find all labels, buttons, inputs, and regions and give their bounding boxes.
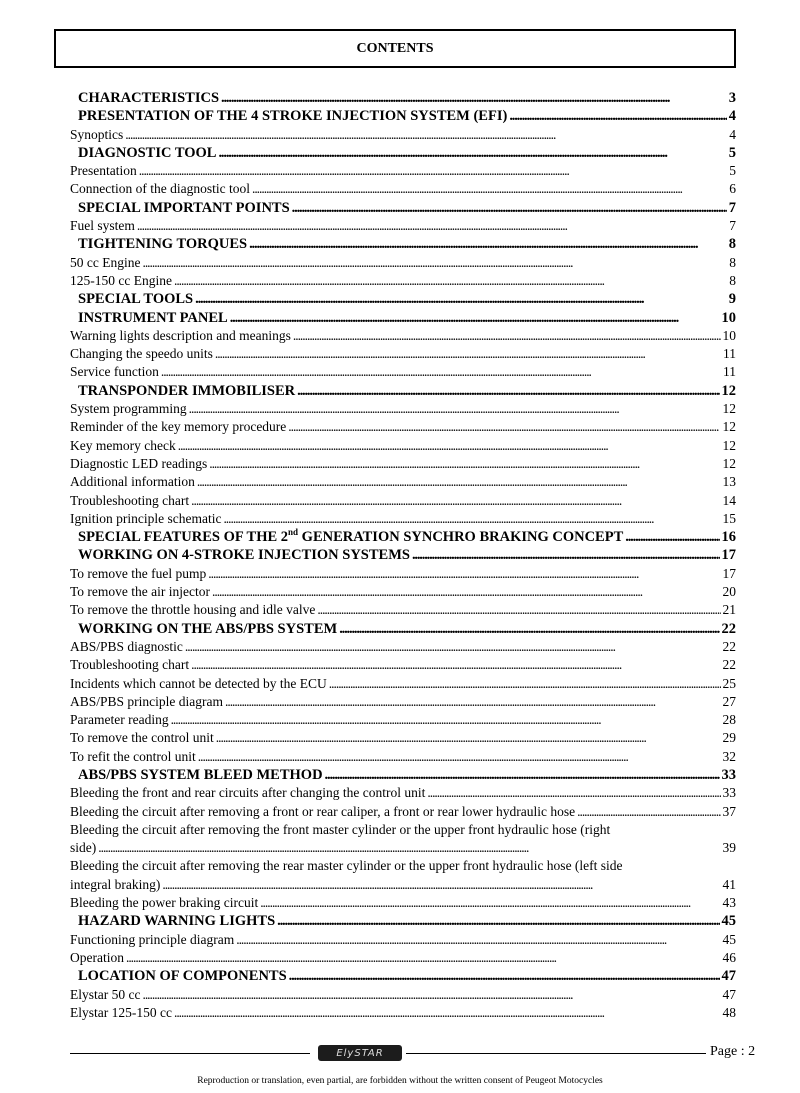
toc-page-number: 17 <box>722 565 736 581</box>
leader-dots <box>412 546 720 564</box>
leader-dots <box>139 162 728 180</box>
toc-item[interactable] <box>70 565 736 583</box>
leader-dots <box>427 784 720 802</box>
page-footer <box>70 1044 766 1064</box>
leader-dots <box>126 949 721 967</box>
toc-item[interactable] <box>70 418 736 436</box>
toc-item[interactable] <box>70 1004 736 1022</box>
toc-item-label: Key memory check <box>70 437 176 453</box>
toc-section[interactable] <box>70 235 736 253</box>
toc-item-label: Warning lights description and meanings <box>70 327 291 343</box>
toc-item-label: To refit the control unit <box>70 748 196 764</box>
leader-dots <box>98 839 720 857</box>
toc-item-label: Functioning principle diagram <box>70 931 235 947</box>
toc-item-label: Changing the speedo units <box>70 346 213 362</box>
leader-dots <box>142 986 720 1004</box>
toc-item[interactable] <box>70 638 736 656</box>
toc-page-number: 29 <box>722 730 736 746</box>
toc-section-label: SPECIAL IMPORTANT POINTS <box>78 199 290 216</box>
toc-section-label: HAZARD WARNING LIGHTS <box>78 913 276 930</box>
toc-item-label: System programming <box>70 401 187 417</box>
toc-item-label: To remove the control unit <box>70 730 214 746</box>
toc-section[interactable] <box>70 144 736 162</box>
toc-item[interactable] <box>70 363 736 381</box>
toc-item[interactable] <box>70 784 736 802</box>
toc-section[interactable] <box>70 89 736 107</box>
toc-page-number: 8 <box>729 272 736 288</box>
toc-section[interactable] <box>70 620 736 638</box>
leader-dots <box>236 931 720 949</box>
toc-page-number: 27 <box>722 693 736 709</box>
toc-page-number: 48 <box>722 1004 736 1020</box>
contents-title: CONTENTS <box>54 29 736 68</box>
toc-item-label: 125-150 cc Engine <box>70 272 172 288</box>
toc-item-label: Fuel system <box>70 218 135 234</box>
toc-item[interactable] <box>70 254 736 272</box>
toc-item-label: Reminder of the key memory procedure <box>70 419 287 435</box>
leader-dots <box>208 565 720 583</box>
leader-dots <box>191 492 720 510</box>
toc-item-label: To remove the air injector <box>70 584 210 600</box>
leader-dots <box>288 418 720 436</box>
leader-dots <box>161 363 721 381</box>
toc-page-number: 14 <box>722 492 736 508</box>
toc-page-number: 32 <box>722 748 736 764</box>
elystar-logo: ElySTAR <box>318 1045 402 1061</box>
toc-section-label: LOCATION OF COMPONENTS <box>78 968 287 985</box>
toc-page-number: 33 <box>722 785 736 801</box>
toc-page-number: 10 <box>721 309 736 326</box>
toc-page-number: 12 <box>722 437 736 453</box>
toc-item[interactable] <box>70 437 736 455</box>
toc-item-label: Operation <box>70 949 124 965</box>
toc-page-number: 10 <box>722 327 736 343</box>
toc-page-number: 43 <box>722 895 736 911</box>
toc-item[interactable] <box>70 986 736 1004</box>
toc-item-label: Ignition principle schematic <box>70 510 222 526</box>
toc-item-label: Connection of the diagnostic tool <box>70 181 250 197</box>
toc-item[interactable] <box>70 455 736 473</box>
table-of-contents <box>70 89 736 1022</box>
toc-item[interactable] <box>70 931 736 949</box>
toc-page-number: 41 <box>722 876 736 892</box>
toc-page-number: 3 <box>728 90 736 106</box>
leader-dots <box>252 180 727 198</box>
toc-page-number: 47 <box>722 986 736 1002</box>
toc-page-number: 6 <box>729 181 736 197</box>
copyright-notice: Reproduction or translation, even partial, are forbidden without the written consent of Peugeot Motocycles <box>197 1076 603 1086</box>
toc-item[interactable] <box>70 803 736 821</box>
leader-dots <box>329 675 721 693</box>
leader-dots <box>249 235 727 253</box>
toc-item-label: Additional information <box>70 474 195 490</box>
toc-page-number: 22 <box>722 657 736 673</box>
leader-dots <box>125 126 727 144</box>
toc-page-number: 8 <box>729 254 736 270</box>
toc-page-number: 28 <box>722 712 736 728</box>
toc-item[interactable] <box>70 601 736 619</box>
leader-dots <box>195 290 727 308</box>
toc-item-label: Bleeding the front and rear circuits after changing the control unit <box>70 785 426 801</box>
leader-dots <box>216 729 721 747</box>
toc-page-number: 33 <box>721 766 736 783</box>
toc-item[interactable] <box>70 345 736 363</box>
toc-item-label: Incidents which cannot be detected by the ECU <box>70 675 327 691</box>
toc-page-number: 13 <box>722 474 736 490</box>
toc-item-label: integral braking) <box>70 876 161 892</box>
toc-item[interactable] <box>70 162 736 180</box>
toc-page-number: 4 <box>728 108 736 125</box>
toc-item-label: Elystar 125-150 cc <box>70 1004 172 1020</box>
toc-item-label: Service function <box>70 364 159 380</box>
toc-section[interactable] <box>70 912 736 930</box>
toc-item[interactable] <box>70 510 736 528</box>
toc-section-label: TRANSPONDER IMMOBILISER <box>78 382 296 399</box>
toc-item[interactable] <box>70 729 736 747</box>
leader-dots <box>277 912 719 930</box>
page-number: Page : 2 <box>710 1044 756 1059</box>
toc-section-label: ABS/PBS SYSTEM BLEED METHOD <box>78 766 323 783</box>
toc-item[interactable] <box>70 400 736 418</box>
leader-dots <box>292 199 727 217</box>
leader-dots <box>185 638 721 656</box>
toc-page-number: 15 <box>722 510 736 526</box>
toc-page-number: 21 <box>722 602 736 618</box>
toc-section[interactable] <box>70 382 736 400</box>
toc-item[interactable] <box>70 675 736 693</box>
leader-dots <box>325 766 720 784</box>
leader-dots <box>223 510 720 528</box>
toc-item-label: Parameter reading <box>70 712 169 728</box>
leader-dots <box>218 144 726 162</box>
toc-page-number: 4 <box>729 126 736 142</box>
leader-dots <box>174 1004 721 1022</box>
toc-page-number: 46 <box>722 949 736 965</box>
toc-section[interactable] <box>70 107 736 125</box>
leader-dots <box>509 107 726 125</box>
toc-page-number: 37 <box>722 803 736 819</box>
toc-item-label: To remove the throttle housing and idle valve <box>70 602 316 618</box>
toc-page-number: 12 <box>722 455 736 471</box>
toc-item-label: Troubleshooting chart <box>70 657 190 673</box>
toc-item-label: Bleeding the circuit after removing a front or rear caliper, a front or rear lower hydraulic hose <box>70 803 576 819</box>
leader-dots <box>293 327 721 345</box>
toc-item-label: Presentation <box>70 163 137 179</box>
toc-item[interactable] <box>70 492 736 510</box>
toc-page-number: 16 <box>721 529 736 546</box>
leader-dots <box>198 748 721 766</box>
leader-dots <box>230 309 720 327</box>
leader-dots <box>339 620 719 638</box>
toc-section[interactable] <box>70 290 736 308</box>
leader-dots <box>162 876 720 894</box>
leader-dots <box>577 803 720 821</box>
leader-dots <box>171 711 721 729</box>
toc-page-number: 12 <box>722 419 736 435</box>
toc-page-number: 25 <box>722 675 736 691</box>
leader-dots <box>289 967 720 985</box>
footer-rule-left <box>70 1053 310 1054</box>
toc-section-label: DIAGNOSTIC TOOL <box>78 144 217 161</box>
toc-page-number: 45 <box>722 931 736 947</box>
toc-section[interactable] <box>70 766 736 784</box>
leader-dots <box>142 254 727 272</box>
leader-dots <box>317 601 720 619</box>
toc-page-number: 39 <box>722 840 736 856</box>
toc-item-label: Synoptics <box>70 126 124 142</box>
toc-page-number: 7 <box>728 199 736 216</box>
leader-dots <box>191 656 720 674</box>
toc-item[interactable] <box>70 876 736 894</box>
leader-dots <box>137 217 727 235</box>
toc-page-number: 8 <box>728 236 736 253</box>
toc-item[interactable] <box>70 693 736 711</box>
toc-item[interactable] <box>70 473 736 491</box>
leader-dots <box>209 455 720 473</box>
leader-dots <box>174 272 727 290</box>
leader-dots <box>189 400 721 418</box>
toc-item-label: Bleeding the power braking circuit <box>70 895 259 911</box>
toc-section[interactable] <box>70 309 736 327</box>
toc-item-label: Troubleshooting chart <box>70 492 190 508</box>
toc-item-label: Elystar 50 cc <box>70 986 141 1002</box>
leader-dots <box>197 473 721 491</box>
toc-page-number: 22 <box>722 638 736 654</box>
toc-section-label: PRESENTATION OF THE 4 STROKE INJECTION SYSTEM (EFI) <box>78 108 508 125</box>
leader-dots <box>625 528 719 546</box>
toc-item-label: 50 cc Engine <box>70 254 141 270</box>
toc-item-label: ABS/PBS principle diagram <box>70 693 223 709</box>
leader-dots <box>260 894 720 912</box>
toc-item-line[interactable]: Bleeding the circuit after removing the front master cylinder or the upper front hydraulic hose (right <box>70 821 611 837</box>
toc-section-label: CHARACTERISTICS <box>78 90 220 106</box>
toc-item-line[interactable]: Bleeding the circuit after removing the rear master cylinder or the upper front hydraulic hose (left side <box>70 858 623 874</box>
toc-item[interactable] <box>70 656 736 674</box>
toc-page-number: 11 <box>723 364 736 380</box>
toc-page-number: 7 <box>729 218 736 234</box>
toc-item-label: side) <box>70 840 97 856</box>
toc-section[interactable] <box>70 199 736 217</box>
toc-page-number: 47 <box>721 968 736 985</box>
toc-section-label: SPECIAL FEATURES OF THE 2nd GENERATION SYNCHRO BRAKING CONCEPT <box>78 527 624 546</box>
toc-page-number: 5 <box>729 163 736 179</box>
toc-page-number: 5 <box>728 144 736 161</box>
toc-item[interactable] <box>70 748 736 766</box>
leader-dots <box>178 437 721 455</box>
toc-page-number: 9 <box>728 291 736 308</box>
toc-item[interactable] <box>70 711 736 729</box>
footer-rule-right <box>406 1053 706 1054</box>
toc-page-number: 12 <box>722 401 736 417</box>
leader-dots <box>225 693 721 711</box>
toc-page-number: 22 <box>721 620 736 637</box>
toc-section-label: WORKING ON 4-STROKE INJECTION SYSTEMS <box>78 547 410 564</box>
toc-section-label: INSTRUMENT PANEL <box>78 309 228 326</box>
toc-item[interactable] <box>70 949 736 967</box>
toc-item[interactable] <box>70 126 736 144</box>
toc-item[interactable] <box>70 180 736 198</box>
toc-page-number: 20 <box>722 584 736 600</box>
toc-item-label: Diagnostic LED readings <box>70 455 208 471</box>
toc-section[interactable] <box>70 546 736 564</box>
toc-item[interactable] <box>70 894 736 912</box>
toc-page-number: 12 <box>721 382 736 399</box>
toc-item[interactable] <box>70 272 736 290</box>
toc-page-number: 11 <box>723 346 736 362</box>
toc-section[interactable] <box>70 967 736 985</box>
leader-dots <box>212 583 721 601</box>
toc-item-label: To remove the fuel pump <box>70 565 207 581</box>
leader-dots <box>221 89 727 107</box>
toc-section-label: TIGHTENING TORQUES <box>78 236 248 253</box>
toc-item[interactable] <box>70 217 736 235</box>
toc-section-label: SPECIAL TOOLS <box>78 291 194 308</box>
toc-page-number: 17 <box>721 547 736 564</box>
toc-page-number: 45 <box>721 913 736 930</box>
leader-dots <box>297 382 719 400</box>
toc-item[interactable] <box>70 583 736 601</box>
toc-section[interactable] <box>70 528 736 546</box>
toc-section-label: WORKING ON THE ABS/PBS SYSTEM <box>78 620 338 637</box>
toc-item[interactable] <box>70 327 736 345</box>
toc-item-label: ABS/PBS diagnostic <box>70 638 183 654</box>
leader-dots <box>215 345 721 363</box>
toc-item[interactable] <box>70 839 736 857</box>
